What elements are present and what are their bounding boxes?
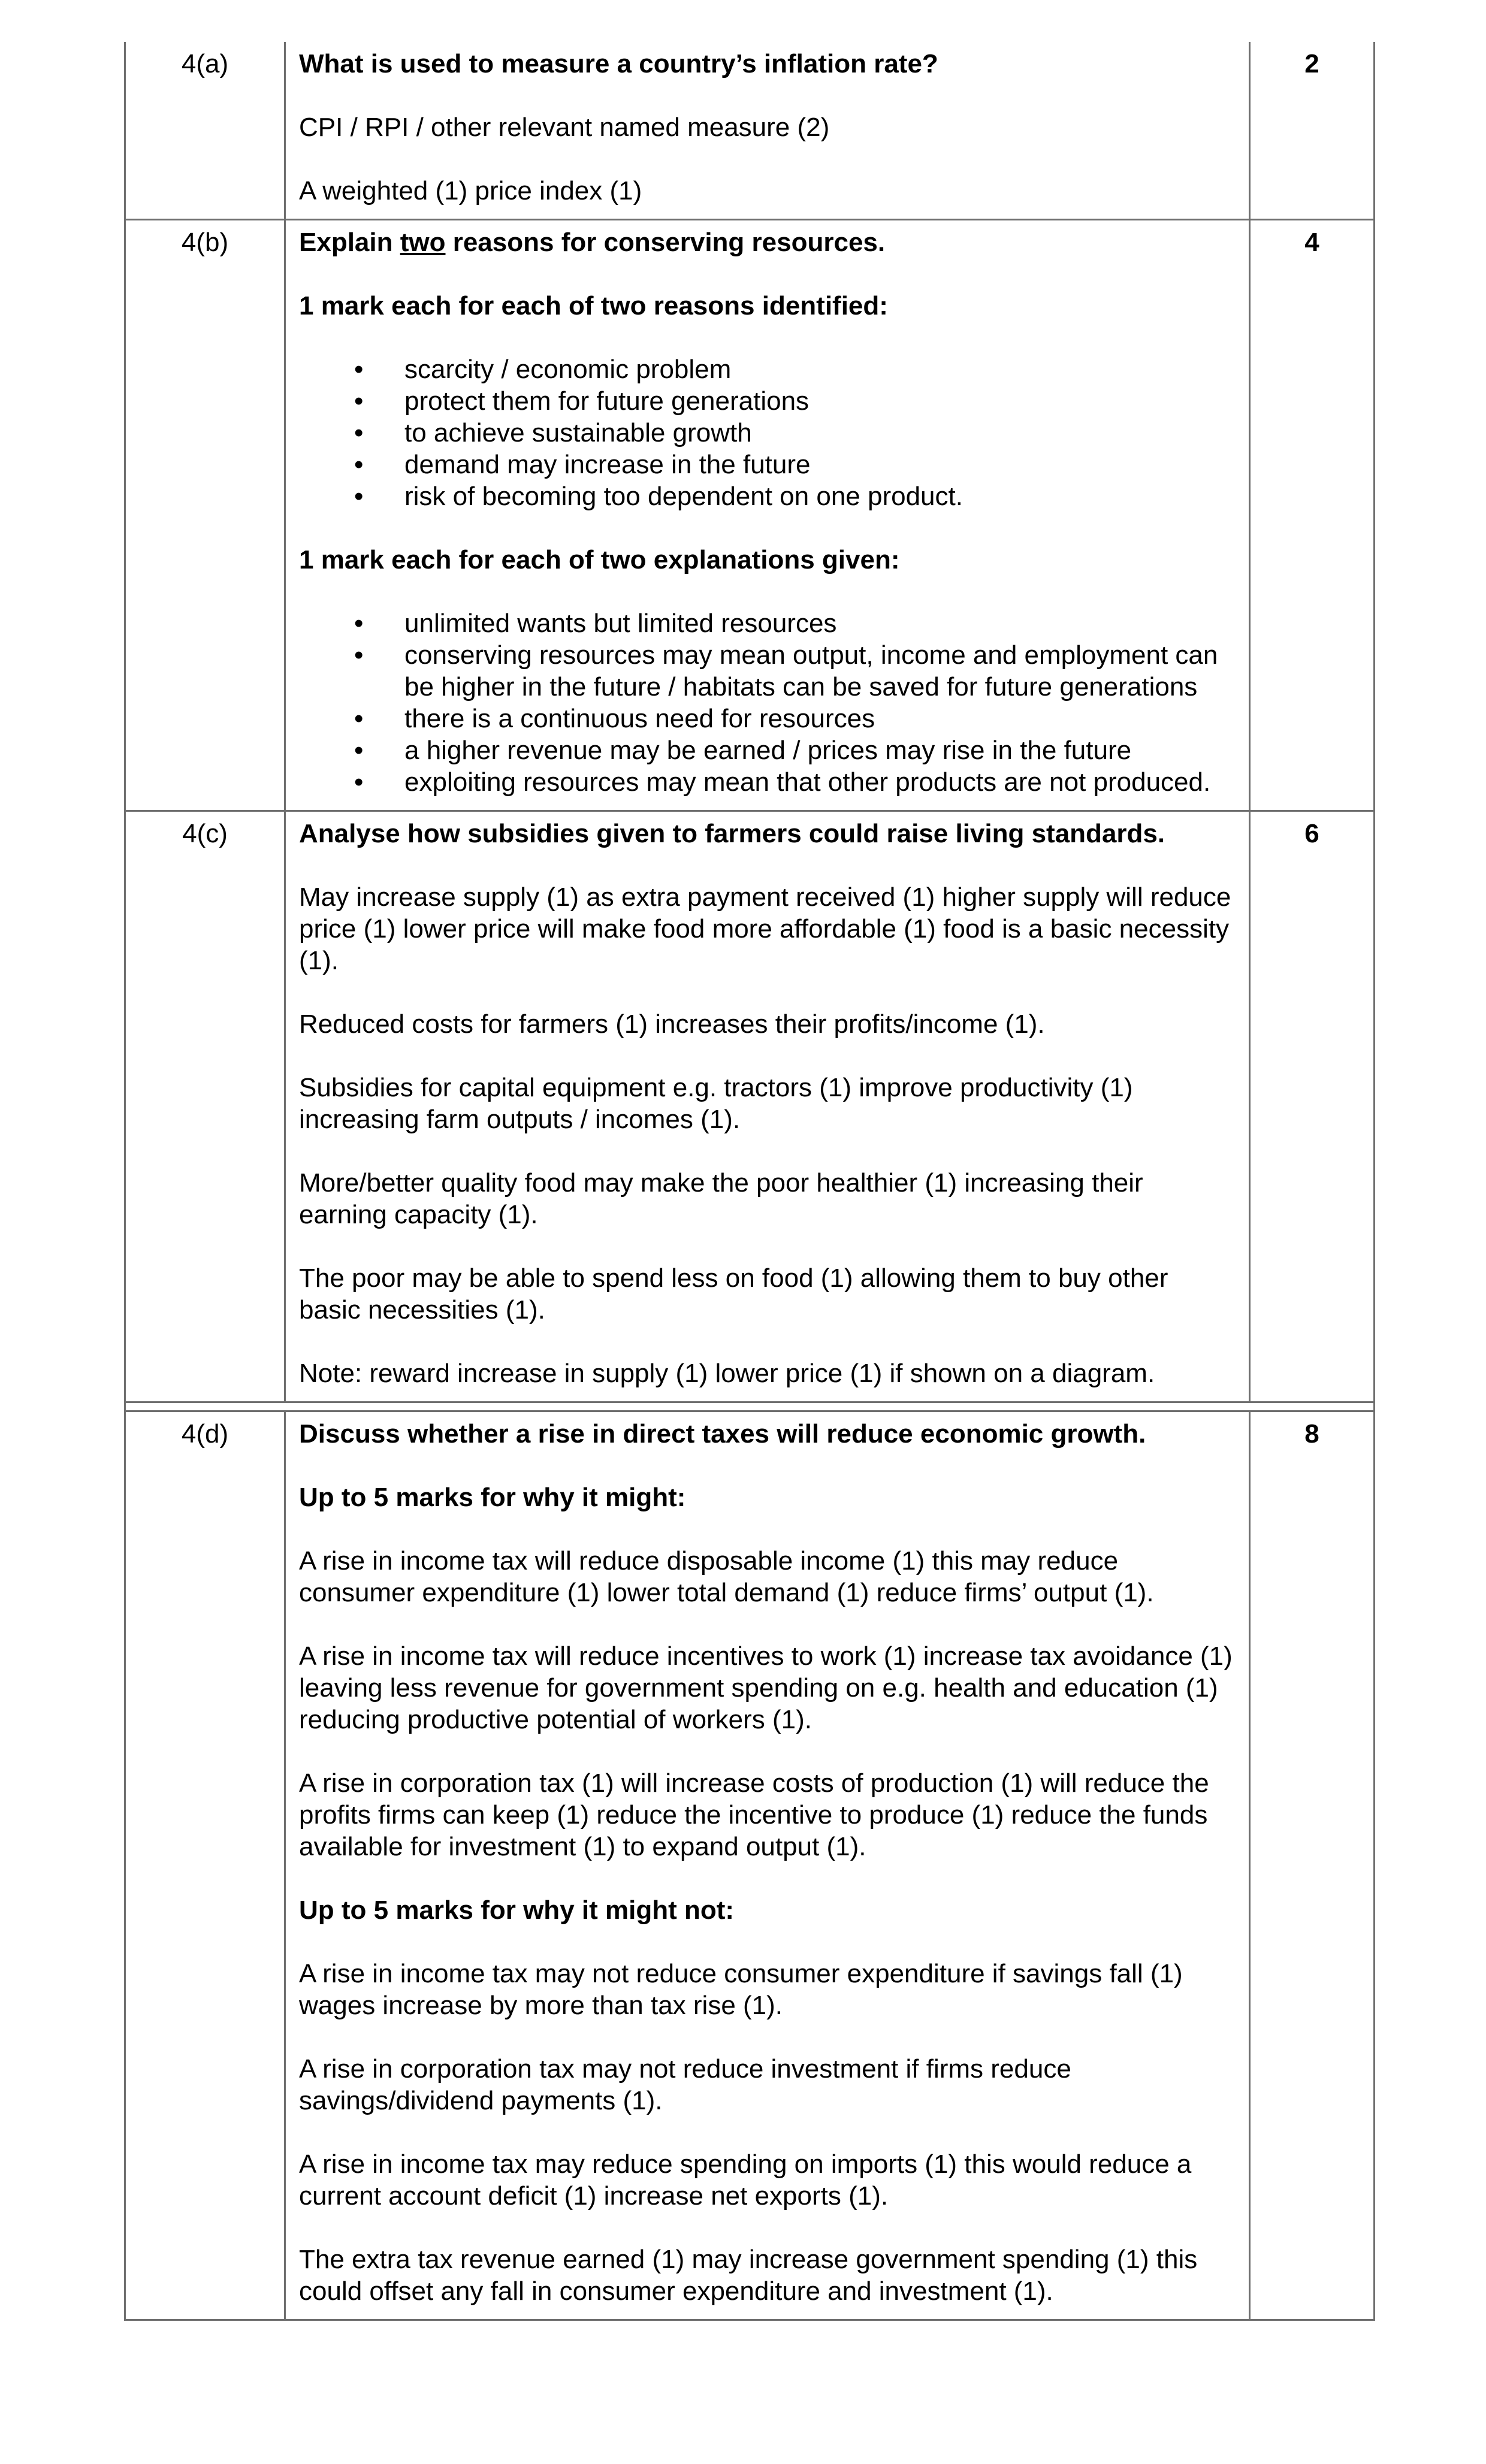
list-item	[299, 734, 1237, 766]
answer-paragraph: A rise in income tax may reduce spending on imports (1) this would reduce a current account deficit (1) increase net exports (1).	[299, 2149, 1192, 2211]
question-text-emphasis: two	[400, 228, 446, 257]
list-item	[299, 607, 1237, 639]
answer-paragraph: More/better quality food may make the poor healthier (1) increasing their earning capacity (1).	[299, 1168, 1143, 1229]
list-item-text: exploiting resources may mean that other products are not produced.	[404, 767, 1211, 797]
question-number: 4(d)	[126, 1411, 285, 2320]
separator-cell	[1250, 1402, 1374, 1411]
answer-cell	[285, 42, 1250, 220]
answer-paragraph: A rise in corporation tax (1) will increase costs of production (1) will reduce the profits firms can keep (1) reduce the incentive to produce (1) reduce the funds available for investment (1) to expand output (1).	[299, 1768, 1209, 1861]
bullet-icon: •	[354, 450, 364, 479]
answer-paragraph: A weighted (1) price index (1)	[299, 176, 642, 205]
list-item	[299, 766, 1237, 798]
list-item	[299, 703, 1237, 734]
answer-paragraph: The poor may be able to spend less on food (1) allowing them to buy other basic necessities (1).	[299, 1263, 1168, 1325]
question-row-4d	[126, 1411, 1373, 2320]
answer-paragraph: A rise in income tax will reduce disposable income (1) this may reduce consumer expenditure (1) lower total demand (1) reduce firms’ output (1).	[299, 1546, 1154, 1607]
question-text-start: Explain	[299, 228, 400, 257]
answer-paragraph: A rise in corporation tax may not reduce investment if firms reduce savings/dividend payments (1).	[299, 2054, 1071, 2115]
list-item-text: there is a continuous need for resources	[404, 704, 875, 733]
bullet-icon: •	[354, 386, 364, 416]
marks-value: 8	[1304, 1419, 1319, 1449]
list-item-text: to achieve sustainable growth	[404, 418, 752, 448]
question-row-4a	[126, 42, 1373, 220]
question-text: Discuss whether a rise in direct taxes will reduce economic growth.	[299, 1419, 1146, 1449]
answer-cell	[285, 811, 1250, 1402]
answer-paragraph: CPI / RPI / other relevant named measure (2)	[299, 113, 830, 142]
answer-paragraph: A rise in income tax may not reduce consumer expenditure if savings fall (1) wages increase by more than tax rise (1).	[299, 1959, 1183, 2020]
list-item-text: scarcity / economic problem	[404, 355, 732, 384]
row-separator	[126, 1402, 1373, 1411]
answer-note: Note: reward increase in supply (1) lower price (1) if shown on a diagram.	[299, 1359, 1155, 1388]
question-number: 4(c)	[126, 811, 285, 1402]
question-text	[299, 226, 1237, 258]
marks-value: 4	[1250, 220, 1374, 811]
bullet-icon: •	[354, 355, 364, 384]
list-item	[299, 417, 1237, 449]
bullet-icon: •	[354, 418, 364, 448]
separator-cell	[126, 1402, 285, 1411]
question-text-end: reasons for conserving resources.	[445, 228, 886, 257]
marking-heading: Up to 5 marks for why it might:	[299, 1483, 686, 1512]
list-item-text: protect them for future generations	[404, 386, 810, 416]
list-item	[299, 353, 1237, 385]
question-number: 4(a)	[126, 42, 285, 220]
list-item	[299, 480, 1237, 512]
list-item-text: unlimited wants but limited resources	[404, 609, 837, 638]
question-text: What is used to measure a country’s inflation rate?	[299, 49, 938, 78]
question-number: 4(b)	[126, 220, 285, 811]
marking-heading: 1 mark each for each of two explanations given:	[299, 545, 900, 575]
list-item	[299, 639, 1237, 703]
marks-value: 2	[1250, 42, 1374, 220]
answer-cell	[285, 1411, 1250, 2320]
mark-scheme-table	[124, 42, 1375, 2321]
explanations-list	[299, 607, 1237, 798]
bullet-icon: •	[354, 609, 364, 638]
bullet-icon: •	[354, 736, 364, 765]
reasons-list	[299, 353, 1237, 512]
list-item	[299, 385, 1237, 417]
mark-scheme-grid	[126, 42, 1373, 2319]
list-item-text: risk of becoming too dependent on one product.	[404, 482, 963, 511]
answer-paragraph: May increase supply (1) as extra payment received (1) higher supply will reduce price (1) lower price will make food more affordable (1) food is a basic necessity (1).	[299, 882, 1231, 975]
separator-cell	[285, 1402, 1250, 1411]
list-item-text: a higher revenue may be earned / prices may rise in the future	[404, 736, 1132, 765]
list-item-text: demand may increase in the future	[404, 450, 811, 479]
bullet-icon: •	[354, 640, 364, 670]
answer-paragraph: Subsidies for capital equipment e.g. tractors (1) improve productivity (1) increasing farm outputs / incomes (1).	[299, 1073, 1133, 1134]
bullet-icon: •	[354, 482, 364, 511]
answer-cell	[285, 220, 1250, 811]
question-row-4b	[126, 220, 1373, 811]
question-row-4c	[126, 811, 1373, 1402]
bullet-icon: •	[354, 767, 364, 797]
marking-heading: 1 mark each for each of two reasons identified:	[299, 291, 888, 321]
list-item	[299, 449, 1237, 480]
answer-paragraph: A rise in income tax will reduce incentives to work (1) increase tax avoidance (1) leaving less revenue for government spending on e.g. health and education (1) reducing productive potential of workers (1).	[299, 1641, 1233, 1734]
marks-value: 6	[1250, 811, 1374, 1402]
answer-paragraph: Reduced costs for farmers (1) increases their profits/income (1).	[299, 1009, 1045, 1039]
question-text: Analyse how subsidies given to farmers could raise living standards.	[299, 819, 1165, 848]
list-item-text: conserving resources may mean output, income and employment can be higher in the future / habitats can be saved for future generations	[404, 640, 1218, 702]
answer-paragraph: The extra tax revenue earned (1) may increase government spending (1) this could offset any fall in consumer expenditure and investment (1).	[299, 2245, 1198, 2306]
marking-heading: Up to 5 marks for why it might not:	[299, 1895, 735, 1925]
bullet-icon: •	[354, 704, 364, 733]
